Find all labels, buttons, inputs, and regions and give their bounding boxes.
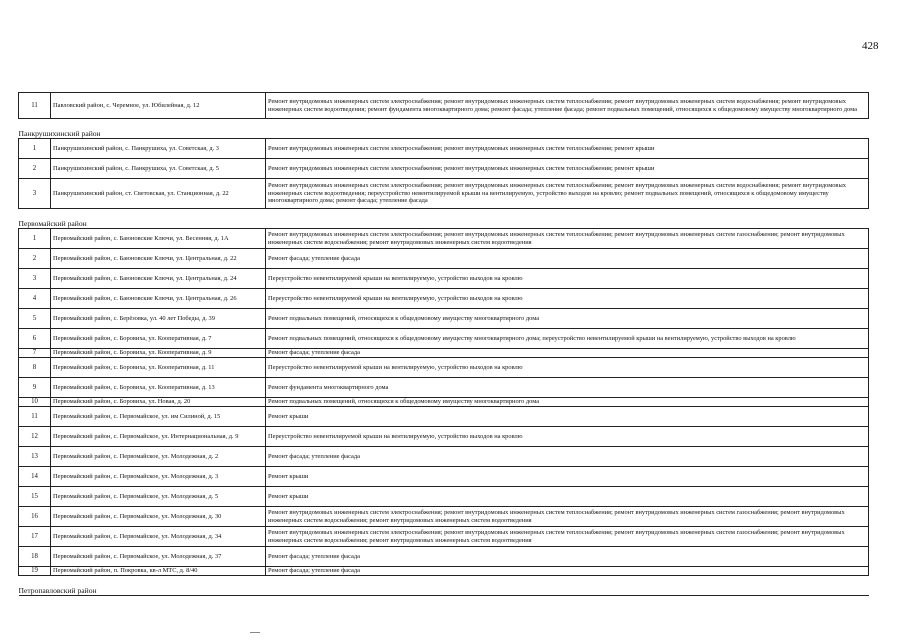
row-number: 8	[19, 358, 51, 378]
row-number: 2	[19, 249, 51, 269]
address-cell: Панкрушихинский район, с. Панкрушиха, ул. Советская, д. 5	[51, 159, 266, 179]
table-row	[19, 358, 869, 378]
address-cell: Первомайский район, с. Первомайское, ул. Молодежная, д. 3	[51, 467, 266, 487]
district-section-header	[19, 576, 869, 596]
address-cell: Первомайский район, с. Первомайское, ул. Молодежная, д. 34	[51, 527, 266, 547]
address-cell: Первомайский район, с. Первомайское, ул. им Силиной, д. 15	[51, 407, 266, 427]
row-number: 12	[19, 427, 51, 447]
work-types-cell: Переустройство невентилируемой крыши на вентилируемую, устройство выходов на кровлю	[266, 427, 869, 447]
row-number: 6	[19, 329, 51, 349]
row-number: 3	[19, 179, 51, 209]
document-table-container	[18, 92, 868, 596]
work-types-cell: Ремонт крыши	[266, 487, 869, 507]
table-body	[19, 93, 869, 596]
repair-program-table	[18, 92, 869, 596]
work-types-cell: Переустройство невентилируемой крыши на вентилируемую, устройство выходов на кровлю	[266, 269, 869, 289]
address-cell: Первомайский район, с. Баюновские Ключи, ул. Центральная, д. 24	[51, 269, 266, 289]
table-row	[19, 427, 869, 447]
table-row	[19, 289, 869, 309]
row-number: 18	[19, 547, 51, 567]
address-cell: Первомайский район, с. Берёзовка, ул. 40 лет Победы, д. 39	[51, 309, 266, 329]
row-number: 9	[19, 378, 51, 398]
work-types-cell: Ремонт внутридомовых инженерных систем электроснабжения; ремонт внутридомовых инженерных систем теплоснабжения; ремонт внутридомовых инженерных систем газоснабжения; ремонт внутридомовых инженерных систем водоснабжения; ремонт внутридомовых инженерных систем водоотведения	[266, 507, 869, 527]
address-cell: Первомайский район, с. Баюновские Ключи, ул. Центральная, д. 26	[51, 289, 266, 309]
table-row	[19, 159, 869, 179]
table-row	[19, 329, 869, 349]
table-row	[19, 249, 869, 269]
work-types-cell: Ремонт внутридомовых инженерных систем электроснабжения; ремонт внутридомовых инженерных систем теплоснабжения; ремонт внутридомовых инженерных систем водоснабжения; ремонт внутридомовых инженерных систем водоотведения; переустройство невентилируемой крыши на вентилируемую, устройство выходов на кровлю; ремонт подвальных помещений, относящихся к общедомовому имуществу многоквартирного дома; ремонт фасада; утепление фасада	[266, 179, 869, 209]
table-row	[19, 349, 869, 358]
row-number: 16	[19, 507, 51, 527]
address-cell: Первомайский район, с. Первомайское, ул. Интернациональная, д. 9	[51, 427, 266, 447]
row-number: 5	[19, 309, 51, 329]
table-row	[19, 139, 869, 159]
table-row	[19, 507, 869, 527]
table-row	[19, 547, 869, 567]
district-title: Петропавловский район	[19, 576, 869, 596]
row-number: 4	[19, 289, 51, 309]
work-types-cell: Ремонт крыши	[266, 467, 869, 487]
address-cell: Первомайский район, с. Боровиха, ул. Кооперативная, д. 13	[51, 378, 266, 398]
row-number: 3	[19, 269, 51, 289]
work-types-cell: Ремонт фундамента многоквартирного дома	[266, 378, 869, 398]
address-cell: Первомайский район, с. Баюновские Ключи, ул. Центральная, д. 22	[51, 249, 266, 269]
address-cell: Первомайский район, с. Боровиха, ул. Новая, д. 20	[51, 398, 266, 407]
address-cell: Первомайский район, с. Боровиха, ул. Кооперативная, д. 9	[51, 349, 266, 358]
work-types-cell: Ремонт фасада; утепление фасада	[266, 349, 869, 358]
district-title: Панкрушихинский район	[19, 119, 869, 139]
table-row	[19, 179, 869, 209]
table-row	[19, 93, 869, 119]
address-cell: Панкрушихинский район, ст. Световская, ул. Станционная, д. 22	[51, 179, 266, 209]
row-number: 15	[19, 487, 51, 507]
address-cell: Первомайский район, с. Первомайское, ул. Молодежная, д. 5	[51, 487, 266, 507]
address-cell: Первомайский район, с. Боровиха, ул. Кооперативная, д. 7	[51, 329, 266, 349]
table-row	[19, 467, 869, 487]
row-number: 19	[19, 567, 51, 576]
row-number: 2	[19, 159, 51, 179]
district-section-header	[19, 119, 869, 139]
table-row	[19, 447, 869, 467]
work-types-cell: Ремонт фасада; утепление фасада	[266, 447, 869, 467]
work-types-cell: Ремонт внутридомовых инженерных систем электроснабжения; ремонт внутридомовых инженерных систем теплоснабжения; ремонт внутридомовых инженерных систем газоснабжения; ремонт внутридомовых инженерных систем водоснабжения; ремонт внутридомовых инженерных систем водоотведения	[266, 229, 869, 249]
address-cell: Панкрушихинский район, с. Панкрушиха, ул. Советская, д. 3	[51, 139, 266, 159]
work-types-cell: Ремонт фасада; утепление фасада	[266, 547, 869, 567]
work-types-cell: Ремонт фасада; утепление фасада	[266, 567, 869, 576]
work-types-cell: Ремонт внутридомовых инженерных систем электроснабжения; ремонт внутридомовых инженерных систем теплоснабжения; ремонт крыши	[266, 159, 869, 179]
scan-mark	[250, 632, 260, 633]
row-number: 11	[19, 93, 51, 119]
row-number: 1	[19, 139, 51, 159]
row-number: 13	[19, 447, 51, 467]
address-cell: Первомайский район, с. Боровиха, ул. Кооперативная, д. 11	[51, 358, 266, 378]
table-row	[19, 229, 869, 249]
table-row	[19, 378, 869, 398]
address-cell: Первомайский район, с. Первомайское, ул. Молодежная, д. 2	[51, 447, 266, 467]
table-row	[19, 309, 869, 329]
address-cell: Первомайский район, с. Баюновские Ключи, ул. Весенняя, д. 1А	[51, 229, 266, 249]
work-types-cell: Переустройство невентилируемой крыши на вентилируемую, устройство выходов на кровлю	[266, 289, 869, 309]
row-number: 7	[19, 349, 51, 358]
work-types-cell: Переустройство невентилируемой крыши на вентилируемую, устройство выходов на кровлю	[266, 358, 869, 378]
address-cell: Павловский район, с. Черемное, ул. Юбилейная, д. 12	[51, 93, 266, 119]
table-row	[19, 398, 869, 407]
work-types-cell: Ремонт подвальных помещений, относящихся к общедомовому имуществу многоквартирного дома; переустройство невентилируемой крыши на вентилируемую, устройство выходов на кровлю	[266, 329, 869, 349]
work-types-cell: Ремонт крыши	[266, 407, 869, 427]
row-number: 17	[19, 527, 51, 547]
row-number: 10	[19, 398, 51, 407]
work-types-cell: Ремонт подвальных помещений, относящихся к общедомовому имуществу многоквартирного дома	[266, 398, 869, 407]
work-types-cell: Ремонт внутридомовых инженерных систем электроснабжения; ремонт внутридомовых инженерных систем теплоснабжения; ремонт крыши	[266, 139, 869, 159]
page-number: 428	[862, 40, 879, 52]
table-row	[19, 487, 869, 507]
row-number: 1	[19, 229, 51, 249]
work-types-cell: Ремонт подвальных помещений, относящихся к общедомовому имуществу многоквартирного дома	[266, 309, 869, 329]
table-row	[19, 527, 869, 547]
row-number: 14	[19, 467, 51, 487]
address-cell: Первомайский район, п. Покровка, кв-л МТС, д. 8/40	[51, 567, 266, 576]
district-section-header	[19, 209, 869, 229]
work-types-cell: Ремонт фасада; утепление фасада	[266, 249, 869, 269]
table-row	[19, 269, 869, 289]
address-cell: Первомайский район, с. Первомайское, ул. Молодежная, д. 37	[51, 547, 266, 567]
work-types-cell: Ремонт внутридомовых инженерных систем электроснабжения; ремонт внутридомовых инженерных систем теплоснабжения; ремонт внутридомовых инженерных систем газоснабжения; ремонт внутридомовых инженерных систем водоснабжения; ремонт внутридомовых инженерных систем водоотведения	[266, 527, 869, 547]
district-title: Первомайский район	[19, 209, 869, 229]
work-types-cell: Ремонт внутридомовых инженерных систем электроснабжения; ремонт внутридомовых инженерных систем теплоснабжения; ремонт внутридомовых инженерных систем водоснабжения; ремонт внутридомовых инженерных систем водоотведения; ремонт фундамента многоквартирного дома; ремонт фасада; утепление фасада; ремонт подвальных помещений, относящихся к общедомовому имуществу многоквартирного дома	[266, 93, 869, 119]
row-number: 11	[19, 407, 51, 427]
address-cell: Первомайский район, с. Первомайское, ул. Молодежная, д. 30	[51, 507, 266, 527]
table-row	[19, 407, 869, 427]
table-row	[19, 567, 869, 576]
